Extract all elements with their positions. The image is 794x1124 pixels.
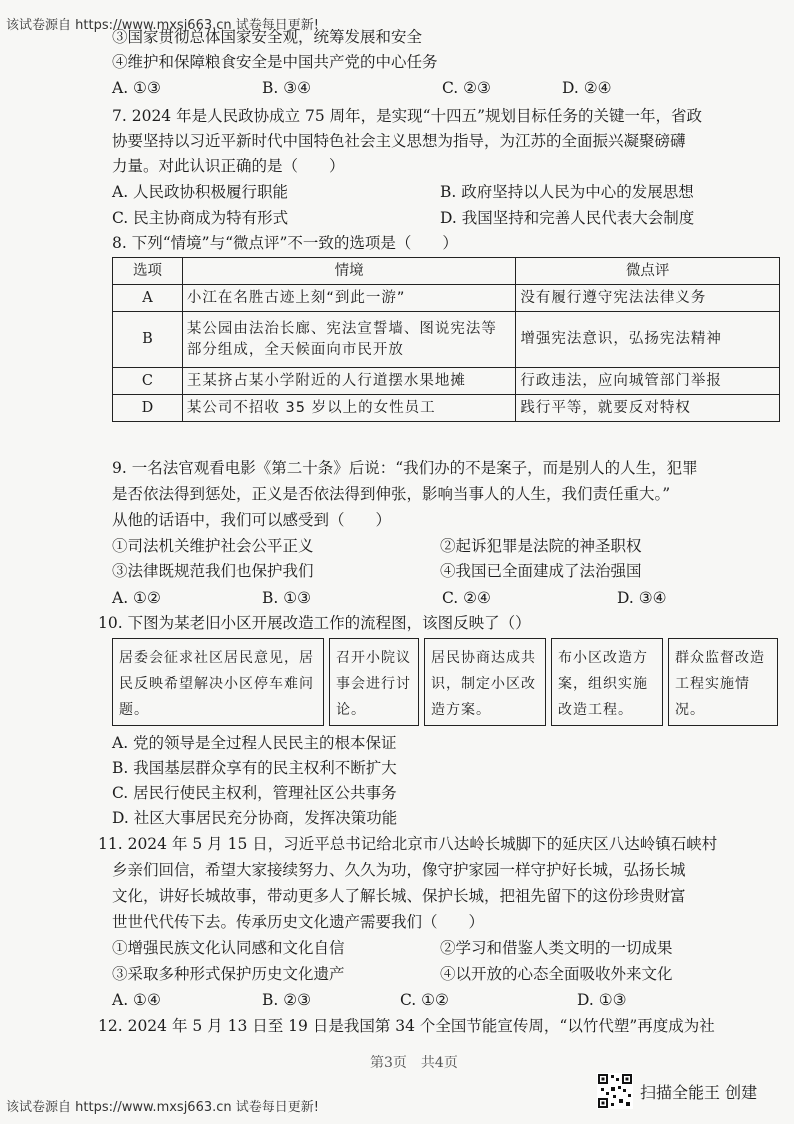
- q6-item-4: ④维护和保障粮食安全是中国共产党的中心任务: [112, 53, 438, 71]
- q6-option-d: D. ②④: [562, 79, 612, 97]
- q8-stem: 8. 下列“情境”与“微点评”不一致的选项是（ ）: [112, 234, 458, 252]
- q11-stem-line-2: 乡亲们回信，希望大家接续努力、久久为功，像守护家园一样守护好长城，弘扬长城: [112, 861, 686, 879]
- table-cell-comment: 增强宪法意识，弘扬宪法精神: [516, 312, 780, 368]
- q11-option-c: C. ①②: [400, 991, 449, 1009]
- q6-option-b: B. ③④: [262, 79, 312, 97]
- q10-option-c: C. 居民行使民主权利，管理社区公共事务: [112, 784, 397, 802]
- flow-step-3: 居民协商达成共识，制定小区改造方案。: [424, 638, 546, 726]
- q11-option-a: A. ①④: [112, 991, 161, 1009]
- table-cell-situation: 某公司不招收 35 岁以上的女性员工: [182, 395, 515, 422]
- q7-stem-line-2: 协要坚持以习近平新时代中国特色社会主义思想为指导，为江苏的全面振兴凝聚磅礴: [112, 132, 686, 150]
- flow-step-5: 群众监督改造工程实施情况。: [668, 638, 778, 726]
- q7-stem-line-3: 力量。对此认识正确的是（ ）: [112, 157, 345, 175]
- table-cell-option: A: [113, 285, 183, 312]
- flow-step-4: 布小区改造方案，组织实施改造工程。: [551, 638, 663, 726]
- flow-step-2: 召开小院议事会进行讨论。: [329, 638, 419, 726]
- watermark-bottom: 该试卷源自 https://www.mxsj663.cn 试卷每日更新!: [6, 1100, 319, 1115]
- q11-item-3: ③采取多种形式保护历史文化遗产: [112, 965, 345, 983]
- q8-table: [112, 257, 780, 422]
- flow-step-1: 居委会征求社区居民意见，居民反映希望解决小区停车难问题。: [112, 638, 324, 726]
- q7-option-a: A. 人民政协积极履行职能: [112, 183, 289, 201]
- table-header-option: 选项: [113, 258, 183, 285]
- table-header-row: [113, 258, 780, 285]
- q9-option-c: C. ②④: [442, 589, 491, 607]
- q11-stem-line-4: 世世代代传下去。传承历史文化遗产需要我们（ ）: [112, 913, 485, 931]
- page-number: 第3页 共4页: [370, 1055, 458, 1071]
- q7-option-b: B. 政府坚持以人民为中心的发展思想: [440, 183, 694, 201]
- table-cell-situation: 王某挤占某小学附近的人行道摆水果地摊: [182, 368, 515, 395]
- table-cell-option: B: [113, 312, 183, 368]
- q11-item-1: ①增强民族文化认同感和文化自信: [112, 939, 345, 957]
- table-header-comment: 微点评: [516, 258, 780, 285]
- table-cell-comment: 行政违法，应向城管部门举报: [516, 368, 780, 395]
- scanner-credit: 扫描全能王 创建: [640, 1083, 758, 1102]
- q9-item-3: ③法律既规范我们也保护我们: [112, 562, 314, 580]
- q7-option-d: D. 我国坚持和完善人民代表大会制度: [440, 209, 695, 227]
- q9-item-4: ④我国已全面建成了法治强国: [440, 562, 642, 580]
- q11-stem-line-3: 文化，讲好长城故事，带动更多人了解长城、保护长城，把祖先留下的这份珍贵财富: [112, 887, 686, 905]
- q11-item-4: ④以开放的心态全面吸收外来文化: [440, 965, 673, 983]
- q10-option-a: A. 党的领导是全过程人民民主的根本保证: [112, 734, 397, 752]
- table-cell-situation: 某公园由法治长廊、宪法宣誓墙、图说宪法等部分组成，全天候面向市民开放: [182, 312, 515, 368]
- q7-option-c: C. 民主协商成为特有形式: [112, 209, 289, 227]
- table-row: [113, 368, 780, 395]
- q12-stem-line-1: 12. 2024 年 5 月 13 日至 19 日是我国第 34 个全国节能宣传周，“以竹代塑”再度成为社: [98, 1017, 715, 1035]
- table-cell-comment: 没有履行遵守宪法法律义务: [516, 285, 780, 312]
- table-row: [113, 312, 780, 368]
- table-cell-option: C: [113, 368, 183, 395]
- table-header-situation: 情境: [182, 258, 515, 285]
- q9-option-d: D. ③④: [617, 589, 667, 607]
- table-cell-situation: 小江在名胜古迹上刻“到此一游”: [182, 285, 515, 312]
- q6-option-c: C. ②③: [442, 79, 491, 97]
- q9-stem-line-2: 是否依法得到惩处，正义是否依法得到伸张，影响当事人的人生，我们责任重大。”: [112, 485, 671, 503]
- q9-option-a: A. ①②: [112, 589, 161, 607]
- watermark-top: 该试卷源自 https://www.mxsj663.cn 试卷每日更新!: [6, 18, 319, 33]
- q10-option-b: B. 我国基层群众享有的民主权利不断扩大: [112, 759, 397, 777]
- q11-item-2: ②学习和借鉴人类文明的一切成果: [440, 939, 673, 957]
- q10-stem: 10. 下图为某老旧小区开展改造工作的流程图，该图反映了（）: [98, 614, 531, 632]
- q11-stem-line-1: 11. 2024 年 5 月 15 日，习近平总书记给北京市八达岭长城脚下的延庆区八达岭镇石峡村: [98, 835, 718, 853]
- q9-item-1: ①司法机关维护社会公平正义: [112, 537, 314, 555]
- q11-option-d: D. ①③: [577, 991, 627, 1009]
- q11-option-b: B. ②③: [262, 991, 312, 1009]
- q6-option-a: A. ①③: [112, 79, 161, 97]
- qr-code-icon: [597, 1073, 633, 1109]
- table-cell-comment: 践行平等，就要反对特权: [516, 395, 780, 422]
- q9-stem-line-1: 9. 一名法官观看电影《第二十条》后说：“我们办的不是案子，而是别人的人生，犯罪: [112, 459, 698, 477]
- table-cell-option: D: [113, 395, 183, 422]
- q9-option-b: B. ①③: [262, 589, 312, 607]
- table-row: [113, 285, 780, 312]
- q7-stem-line-1: 7. 2024 年是人民政协成立 75 周年，是实现“十四五”规划目标任务的关键一年，省政: [112, 107, 703, 125]
- q10-option-d: D. 社区大事居民充分协商，发挥决策功能: [112, 809, 398, 827]
- q6-item-3: ③国家贯彻总体国家安全观，统筹发展和安全: [112, 28, 423, 46]
- q9-stem-line-3: 从他的话语中，我们可以感受到（ ）: [112, 511, 392, 529]
- q9-item-2: ②起诉犯罪是法院的神圣职权: [440, 537, 642, 555]
- table-row: [113, 395, 780, 422]
